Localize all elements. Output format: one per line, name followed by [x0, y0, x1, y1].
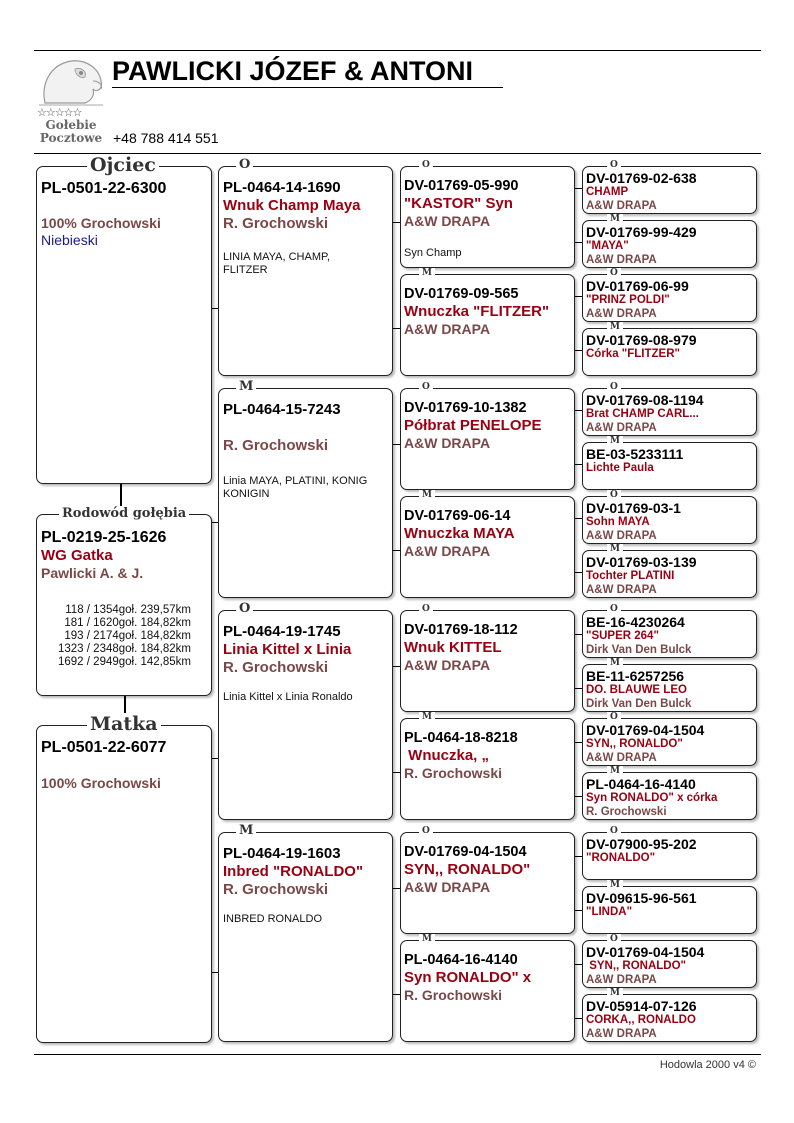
note: INBRED RONALDO [223, 913, 323, 925]
connector [575, 350, 582, 351]
ring-number: DV-01769-04-1504 [404, 844, 527, 860]
sex-legend: O [236, 158, 253, 172]
gen4-card[interactable] [582, 322, 757, 376]
pigeon-name: Wnuczka MAYA [404, 525, 515, 542]
breeder: A&W DRAPA [404, 657, 491, 673]
ring-number: PL-0464-19-1745 [223, 623, 341, 640]
connector [575, 964, 582, 965]
breeder: Dirk Van Den Bulck [586, 643, 692, 656]
sex-legend: M [236, 824, 256, 838]
breeder: A&W DRAPA [586, 1027, 657, 1040]
gen3-card[interactable] [400, 604, 575, 712]
sex-legend: O [607, 268, 621, 278]
gen4-card[interactable] [582, 712, 757, 766]
gen4-card[interactable] [582, 766, 757, 820]
breeder: R. Grochowski [404, 987, 503, 1003]
ring-number: BE-11-6257256 [586, 668, 685, 684]
ring-number: DV-01769-06-99 [586, 278, 689, 294]
connector [575, 242, 582, 243]
ring-number: PL-0464-15-7243 [223, 401, 341, 418]
subject-ring: PL-0219-25-1626 [41, 529, 167, 546]
ring-number: DV-01769-03-1 [586, 500, 681, 516]
subject-owner: Pawlicki A. & J. [41, 565, 144, 581]
pigeon-name: Wnuczka "FLITZER" [404, 303, 550, 320]
ring-number: PL-0464-16-4140 [404, 952, 518, 968]
ring-number: PL-0464-19-1603 [223, 845, 341, 862]
gen3-card[interactable] [400, 160, 575, 268]
pigeon-name: Półbrat PENELOPE [404, 417, 542, 434]
logo-line1: Gołebie [45, 118, 97, 132]
logo [35, 55, 107, 147]
ring-number: DV-01769-04-1504 [586, 722, 705, 738]
pigeon-name: SYN,, RONALDO" [404, 861, 531, 878]
breeder: A&W DRAPA [586, 529, 657, 542]
connector [575, 742, 582, 743]
gen2-card[interactable] [218, 601, 393, 820]
pigeon-name: "LINDA" [586, 906, 633, 918]
mother-owner: 100% Grochowski [41, 775, 161, 791]
result-row: 1692 / 2949goł. 142,85km [58, 656, 191, 668]
connector [575, 856, 582, 857]
connector [575, 188, 582, 189]
sex-legend: M [607, 436, 623, 446]
gen2-card[interactable] [218, 823, 393, 1042]
gen4-card[interactable] [582, 490, 757, 544]
ring-number: DV-01769-09-565 [404, 286, 519, 302]
sex-legend: M [419, 490, 435, 500]
pigeon-name: "RONALDO" [586, 852, 656, 864]
breeder: R. Grochowski [223, 659, 329, 676]
breeder: R. Grochowski [223, 881, 329, 898]
sex-legend: M [607, 880, 623, 890]
footer-credit: Hodowla 2000 v4 © [659, 1059, 756, 1071]
connector [393, 222, 400, 223]
result-row: 1323 / 2348goł. 184,82km [58, 643, 191, 655]
father-owner: 100% Grochowski [41, 215, 161, 231]
stars-icon: ☆☆☆☆☆ [37, 107, 82, 119]
ring-number: BE-16-4230264 [586, 614, 685, 630]
father-ring: PL-0501-22-6300 [41, 180, 167, 197]
gen3-card[interactable] [400, 712, 575, 820]
ring-number: DV-07900-95-202 [586, 836, 697, 852]
connector [575, 464, 582, 465]
connector [393, 444, 400, 445]
connector [393, 888, 400, 889]
pigeon-name: CÓRKA,, RONALDO [586, 1014, 696, 1026]
gen4-card[interactable] [582, 544, 757, 598]
pigeon-name: "MAYA" [586, 240, 629, 252]
sex-legend: O [419, 604, 433, 614]
breeder: R. Grochowski [223, 215, 329, 232]
connector [393, 328, 400, 329]
connector [575, 910, 582, 911]
pigeon-name [223, 419, 392, 437]
sex-legend: O [607, 382, 621, 392]
breeder: R. Grochowski [404, 765, 503, 781]
gen4-card[interactable] [582, 880, 757, 934]
sex-legend: M [607, 988, 623, 998]
pigeon-name: "KASTOR" Syn [404, 195, 513, 212]
result-row: 181 / 1620goł. 184,82km [64, 617, 191, 629]
sex-legend: O [236, 602, 253, 616]
results-list [41, 604, 191, 669]
mother-ring: PL-0501-22-6077 [41, 739, 167, 756]
ring-number: DV-01769-03-139 [586, 554, 697, 570]
gen4-card[interactable] [582, 826, 757, 880]
connector [575, 296, 582, 297]
ring-number: DV-01769-99-429 [586, 224, 697, 240]
breeder: Dirk Van Den Bulck [586, 697, 692, 710]
connector [575, 688, 582, 689]
breeder: A&W DRAPA [586, 973, 657, 986]
pigeon-name: "SUPER 264" [586, 630, 659, 642]
sex-legend: M [419, 712, 435, 722]
result-row: 118 / 1354goł. 239,57km [65, 604, 191, 616]
sex-legend: O [607, 490, 621, 500]
sex-legend: O [607, 826, 621, 836]
mother-card[interactable] [36, 713, 212, 1043]
pigeon-name: Inbred "RONALDO" [223, 863, 364, 880]
subject-name: WG Gatka [41, 547, 113, 564]
pigeon-name: Wnuk KITTEL [404, 639, 502, 656]
footer-rule [34, 1054, 761, 1055]
ring-number: DV-01769-02-638 [586, 170, 697, 186]
sex-legend: M [607, 766, 623, 776]
breeder: R. Grochowski [586, 805, 667, 818]
sex-legend: O [419, 826, 433, 836]
breeder: A&W DRAPA [586, 583, 657, 596]
gen4-card[interactable] [582, 268, 757, 322]
sex-legend: O [607, 712, 621, 722]
sex-legend: O [607, 604, 621, 614]
ring-number: DV-01769-08-1194 [586, 392, 704, 408]
pigeon-name: Wnuczka, „ [404, 747, 490, 764]
pigeon-name: Linia Kittel x Linia [223, 641, 352, 658]
subject-legend: Rodowód gołębia [59, 506, 189, 521]
connector [393, 666, 400, 667]
gen2-card[interactable] [218, 157, 393, 376]
logo-line2: Pocztowe [39, 131, 103, 145]
breeder: A&W DRAPA [404, 213, 491, 229]
pigeon-name: SYN,, RONALDO" [586, 738, 683, 750]
ring-number: DV-01769-18-112 [404, 622, 518, 638]
connector [575, 796, 582, 797]
sex-legend: O [419, 382, 433, 392]
gen4-card[interactable] [582, 160, 757, 214]
connector [575, 410, 582, 411]
breeder: A&W DRAPA [404, 435, 491, 451]
result-row: 193 / 2174goł. 184,82km [64, 630, 191, 642]
ring-number: DV-01769-05-990 [404, 178, 519, 194]
mother-legend: Matka [87, 713, 161, 735]
sex-legend: M [419, 934, 435, 944]
father-card[interactable] [36, 154, 212, 484]
pigeon-head-icon [35, 55, 107, 107]
ring-number: PL-0464-18-8218 [404, 730, 518, 746]
sex-legend: M [607, 322, 623, 332]
gen4-card[interactable] [582, 988, 757, 1042]
gen3-card[interactable] [400, 826, 575, 934]
pigeon-name: Sohn MAYA [586, 516, 650, 528]
pigeon-name: Tochter PLATINI [586, 570, 675, 582]
connector [575, 518, 582, 519]
pigeon-name: Wnuk Champ Maya [223, 197, 361, 214]
pigeon-name: Córka "FLITZER" [586, 348, 680, 360]
connector [575, 572, 582, 573]
ring-number: DV-01769-10-1382 [404, 400, 527, 416]
gen3-card[interactable] [400, 268, 575, 376]
connector [393, 772, 400, 773]
sex-legend: M [607, 544, 623, 554]
breeder: A&W DRAPA [586, 751, 657, 764]
top-rule [34, 50, 761, 51]
subject-card[interactable] [36, 506, 212, 696]
sex-legend: M [607, 214, 623, 224]
gen3-card[interactable] [400, 934, 575, 1042]
connector [120, 484, 122, 507]
pigeon-name: Lichte Paula [586, 462, 654, 474]
connector [575, 634, 582, 635]
connector [393, 994, 400, 995]
sex-legend: O [419, 160, 433, 170]
page-title: PAWLICKI JÓZEF & ANTONI [112, 55, 503, 88]
gen4-card[interactable] [582, 214, 757, 268]
connector [575, 1018, 582, 1019]
ring-number: DV-09615-96-561 [586, 890, 697, 906]
ring-number: DV-05914-07-126 [586, 998, 697, 1014]
ring-number: DV-01769-04-1504 [586, 944, 705, 960]
gen4-card[interactable] [582, 436, 757, 490]
father-legend: Ojciec [87, 154, 159, 176]
gen4-card[interactable] [582, 604, 757, 658]
sex-legend: M [236, 380, 256, 394]
father-color: Niebieski [41, 232, 98, 248]
breeder: A&W DRAPA [586, 199, 657, 212]
phone-number: +48 788 414 551 [113, 130, 219, 146]
breeder: A&W DRAPA [404, 879, 491, 895]
pigeon-name: SYN,, RONALDO" [586, 960, 687, 972]
sex-legend: M [607, 658, 623, 668]
ring-number: DV-01769-06-14 [404, 508, 511, 524]
breeder: R. Grochowski [223, 437, 329, 454]
note: LINIA MAYA, CHAMP, FLITZER [223, 251, 330, 276]
breeder: A&W DRAPA [586, 253, 657, 266]
pigeon-name: CHAMP [586, 186, 629, 198]
pigeon-name: Brat CHAMP CARL... [586, 408, 699, 420]
ring-number: PL-0464-16-4140 [586, 776, 696, 792]
note: Syn Champ [404, 247, 462, 259]
breeder: A&W DRAPA [404, 543, 491, 559]
gen3-card[interactable] [400, 382, 575, 490]
gen3-card[interactable] [400, 490, 575, 598]
ring-number: PL-0464-14-1690 [223, 179, 341, 196]
note: Linia MAYA, PLATINI, KONIG KONIGIN [223, 475, 368, 500]
ring-number: DV-01769-08-979 [586, 332, 697, 348]
breeder: A&W DRAPA [586, 421, 657, 434]
note: Linia Kittel x Linia Ronaldo [223, 691, 353, 703]
sex-legend: O [607, 160, 621, 170]
pigeon-name: DO. BLAUWE LEO [586, 684, 687, 696]
connector [393, 550, 400, 551]
breeder: A&W DRAPA [586, 307, 657, 320]
breeder: A&W DRAPA [404, 321, 491, 337]
gen2-card[interactable] [218, 379, 393, 598]
sex-legend: M [419, 268, 435, 278]
gen4-card[interactable] [582, 934, 757, 988]
sex-legend: O [607, 934, 621, 944]
gen4-card[interactable] [582, 658, 757, 712]
ring-number: BE-03-5233111 [586, 446, 684, 462]
pigeon-name: "PRINZ POLDI" [586, 294, 670, 306]
gen4-card[interactable] [582, 382, 757, 436]
pigeon-name: Syn RONALDO" x [404, 969, 532, 986]
pigeon-name: Syn RONALDO" x córka [586, 792, 718, 804]
